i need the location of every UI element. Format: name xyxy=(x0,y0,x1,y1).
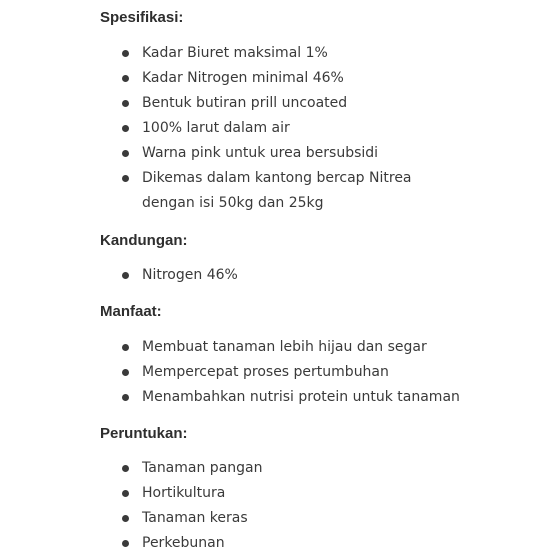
list-item xyxy=(122,360,462,385)
bullet-icon xyxy=(122,175,129,182)
list-item-text: Membuat tanaman lebih hijau dan segar xyxy=(142,339,427,355)
bullet-icon xyxy=(122,125,129,132)
list-item-text: Hortikultura xyxy=(142,485,226,501)
list-item xyxy=(122,385,462,410)
list-item xyxy=(122,166,462,216)
list-item-text: Dikemas dalam kantong bercap Nitrea dengan isi 50kg dan 25kg xyxy=(142,170,412,211)
section-heading-kandungan: Kandungan: xyxy=(100,232,188,249)
bullet-icon xyxy=(122,540,129,547)
list-item-text: Perkebunan xyxy=(142,535,225,551)
list-item-text: Mempercepat proses pertumbuhan xyxy=(142,364,389,380)
list-item-text: Warna pink untuk urea bersubsidi xyxy=(142,145,379,161)
list-item xyxy=(122,66,462,91)
bullet-icon xyxy=(122,465,129,472)
bullet-icon xyxy=(122,515,129,522)
list-item-text: Kadar Nitrogen minimal 46% xyxy=(142,70,344,86)
list-item-text: Bentuk butiran prill uncoated xyxy=(142,95,348,111)
list-item xyxy=(122,91,462,116)
list-item xyxy=(122,41,462,66)
list-item-text: Kadar Biuret maksimal 1% xyxy=(142,45,328,61)
list-item-text: Tanaman keras xyxy=(142,510,248,526)
list-item xyxy=(122,116,462,141)
bullet-icon xyxy=(122,150,129,157)
list-item xyxy=(122,456,462,481)
list-item-text: Menambahkan nutrisi protein untuk tanaman xyxy=(142,389,460,405)
list-item xyxy=(122,141,462,166)
bullet-icon xyxy=(122,100,129,107)
bullet-icon xyxy=(122,272,129,279)
list-item xyxy=(122,263,462,288)
list-item-text: 100% larut dalam air xyxy=(142,120,290,136)
bullet-icon xyxy=(122,490,129,497)
section-heading-peruntukan: Peruntukan: xyxy=(100,425,188,442)
list-item-text: Tanaman pangan xyxy=(142,460,263,476)
section-heading-manfaat: Manfaat: xyxy=(100,303,162,320)
bullet-icon xyxy=(122,50,129,57)
list-item xyxy=(122,335,462,360)
section-heading-spesifikasi: Spesifikasi: xyxy=(100,9,184,26)
bullet-icon xyxy=(122,344,129,351)
bullet-icon xyxy=(122,369,129,376)
list-item xyxy=(122,506,462,531)
bullet-icon xyxy=(122,75,129,82)
list-item xyxy=(122,481,462,506)
list-item xyxy=(122,531,462,556)
bullet-icon xyxy=(122,394,129,401)
list-item-text: Nitrogen 46% xyxy=(142,267,238,283)
